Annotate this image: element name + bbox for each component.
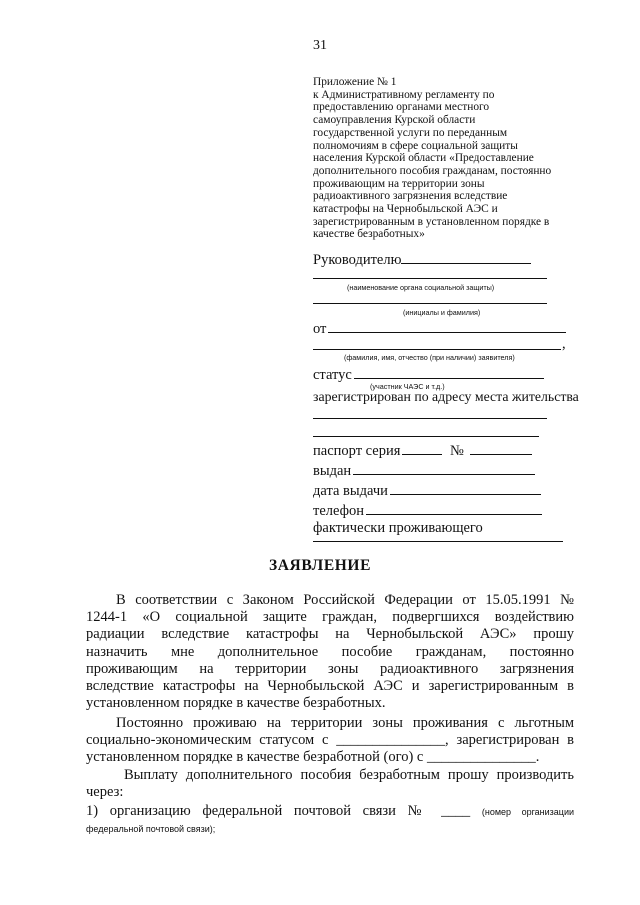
text-line — [86, 803, 574, 821]
issue-date-blank[interactable] — [390, 480, 541, 495]
applicant-blank[interactable] — [313, 349, 561, 350]
text-fragment: социально-экономическим статусом с — [86, 732, 329, 749]
to-head-label: Руководителю — [313, 252, 402, 268]
appendix-line: к Административному регламенту по — [313, 88, 495, 101]
passport-series-blank[interactable] — [402, 440, 442, 455]
address-blank-1[interactable] — [313, 418, 547, 419]
status-label: статус — [313, 367, 352, 383]
passport-number-blank[interactable] — [470, 440, 532, 455]
text-line: вследствие катастрофы на Чернобыльской АЭС и зарегистрированным в — [86, 678, 574, 695]
appendix-line: предоставлению органами местного — [313, 101, 490, 114]
passport-series-label: паспорт серия — [313, 443, 401, 459]
text-fragment: установленном порядке в качестве безработной (ого) с — [86, 749, 424, 766]
appendix-line: проживающим на территории зоны — [313, 177, 485, 190]
head-name-blank[interactable] — [313, 303, 547, 304]
residence-blank[interactable] — [313, 541, 563, 542]
from-label: от — [313, 321, 327, 337]
phone-blank[interactable] — [366, 500, 542, 515]
hint-status: (участник ЧАЭС и т.д.) — [370, 382, 445, 391]
issued-by-label: выдан — [313, 463, 352, 479]
text-line — [86, 749, 574, 766]
issued-by-blank[interactable] — [353, 460, 535, 475]
from-line — [313, 318, 566, 338]
unemployed-date-blank[interactable]: _______________ — [426, 749, 536, 766]
registered-label: зарегистрирован по адресу места жительства — [313, 389, 579, 404]
address-blank-2[interactable] — [313, 436, 539, 437]
appendix-line: Приложение № 1 — [313, 76, 397, 88]
number-sign: № — [450, 443, 464, 459]
status-blank[interactable] — [354, 364, 544, 379]
appendix-line: самоуправления Курской области — [313, 114, 476, 127]
appendix-header — [313, 76, 585, 241]
statement-paragraph-1 — [86, 592, 574, 712]
text-line: В соответствии с Законом Российской Федерации от 15.05.1991 № — [116, 592, 574, 608]
phone-label: телефон — [313, 503, 365, 519]
text-line: радиации вследствие катастрофы на Чернобыльской АЭС» прошу — [86, 626, 574, 643]
head-blank[interactable] — [401, 249, 531, 264]
statement-title: ЗАЯВЛЕНИЕ — [268, 557, 372, 574]
hint-org: (наименование органа социальной защиты) — [347, 283, 495, 292]
actual-residence-label: фактически проживающего — [313, 520, 483, 536]
text-line: 1244-1 «О социальной защите граждан, подвергшихся воздействию — [86, 609, 574, 626]
text-line: проживающим на территории зоны радиоактивного загрязнения — [86, 660, 574, 677]
appendix-line: государственной услуги по переданным — [313, 126, 508, 139]
text-line: назначить мне дополнительное пособие гражданам, постоянно — [86, 643, 574, 660]
appendix-line: полномочиям в сфере социальной защиты — [313, 139, 518, 152]
text-fragment: 1) организацию федеральной почтовой связи № — [86, 803, 430, 819]
text-fragment: . — [535, 749, 540, 766]
note-line: федеральной почтовой связи); — [86, 824, 216, 835]
statement-paragraph-3 — [86, 767, 574, 801]
text-line: установленном порядке в качестве безработных. — [86, 695, 386, 712]
issued-line — [313, 460, 535, 480]
from-blank[interactable] — [328, 318, 566, 333]
text-line: Выплату дополнительного пособия безработным прошу производить — [124, 767, 574, 783]
text-line — [86, 732, 574, 749]
issue-date-line — [313, 480, 541, 500]
appendix-line: зарегистрированным в установленном порядке в — [313, 215, 550, 228]
text-line: Постоянно проживаю на территории зоны проживания с льготным — [116, 715, 574, 731]
post-office-number-blank[interactable]: ____ — [441, 803, 471, 819]
appendix-line: населения Курской области «Предоставление — [313, 152, 534, 165]
text-fragment: , зарегистрирован в — [445, 732, 574, 749]
text-line: через: — [86, 784, 124, 801]
payment-option-1 — [86, 803, 574, 838]
phone-line — [313, 500, 542, 520]
status-date-blank[interactable]: _______________ — [336, 732, 446, 749]
appendix-line: радиоактивного загрязнения вследствие — [313, 190, 508, 203]
appendix-line: дополнительного пособия гражданам, постоянно — [313, 164, 552, 177]
issue-date-label: дата выдачи — [313, 483, 388, 499]
hint-name: (инициалы и фамилия) — [403, 308, 481, 317]
org-name-blank[interactable] — [313, 278, 547, 279]
appendix-line: катастрофы на Чернобыльской АЭС и — [313, 203, 498, 216]
page-number: 31 — [313, 38, 327, 53]
note-fragment: (номер организации — [481, 807, 575, 817]
hint-applicant: (фамилия, имя, отчество (при наличии) заявителя) — [344, 353, 515, 362]
to-head-line — [313, 249, 531, 269]
statement-paragraph-2 — [86, 715, 574, 767]
appendix-line: качестве безработных» — [313, 228, 425, 241]
comma: , — [562, 336, 566, 352]
status-line — [313, 364, 544, 384]
passport-line — [313, 440, 532, 460]
